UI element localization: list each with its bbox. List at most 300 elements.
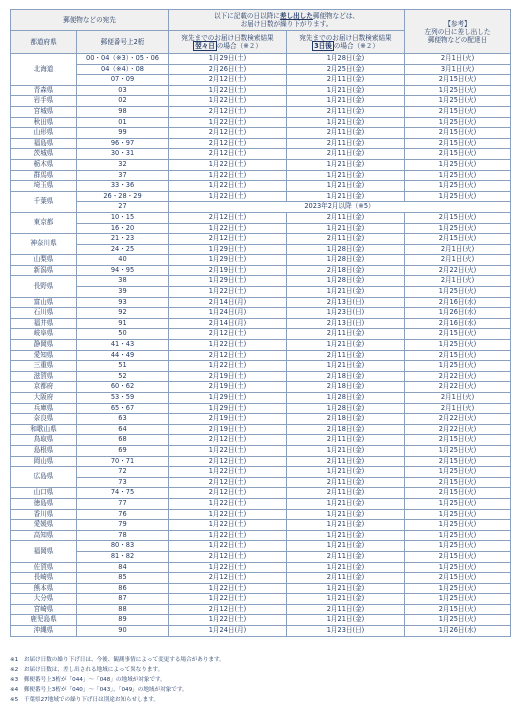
header-mid-line1a: 以下に記載の日以降に bbox=[213, 12, 280, 20]
cell-date-a: 1月22日(土) bbox=[169, 361, 287, 372]
cell-prefecture: 大分県 bbox=[11, 594, 77, 605]
cell-prefecture: 茨城県 bbox=[11, 149, 77, 160]
cell-date-c: 2月1日(火) bbox=[405, 255, 511, 266]
table-row bbox=[11, 106, 511, 117]
cell-date-c: 1月25日(火) bbox=[405, 159, 511, 170]
cell-date-a: 1月22日(土) bbox=[169, 541, 287, 552]
cell-zip: 26・28・29 bbox=[77, 191, 169, 202]
cell-date-b: 1月21日(金) bbox=[287, 159, 405, 170]
cell-zip: 16・20 bbox=[77, 223, 169, 234]
cell-date-c: 1月25日(火) bbox=[405, 287, 511, 298]
table-row bbox=[11, 615, 511, 626]
cell-date-b: 2月11日(金) bbox=[287, 75, 405, 86]
header-col-a-line1: 宛先までのお届け日数検索結果 bbox=[181, 34, 274, 42]
cell-date-b: 1月28日(金) bbox=[287, 244, 405, 255]
cell-zip: 40 bbox=[77, 255, 169, 266]
cell-zip: 53・59 bbox=[77, 393, 169, 404]
cell-date-b: 1月28日(金) bbox=[287, 255, 405, 266]
cell-date-c: 1月25日(火) bbox=[405, 340, 511, 351]
cell-date-b: 1月28日(金) bbox=[287, 54, 405, 65]
cell-date-c: 2月16日(水) bbox=[405, 297, 511, 308]
cell-date-c: 2月15日(火) bbox=[405, 456, 511, 467]
table-row bbox=[11, 371, 511, 382]
cell-zip: 77 bbox=[77, 498, 169, 509]
cell-zip: 93 bbox=[77, 297, 169, 308]
table-row bbox=[11, 498, 511, 509]
cell-zip: 63 bbox=[77, 414, 169, 425]
table-row bbox=[11, 159, 511, 170]
cell-date-a: 2月12日(土) bbox=[169, 149, 287, 160]
cell-date-a: 2月19日(土) bbox=[169, 265, 287, 276]
cell-prefecture: 青森県 bbox=[11, 85, 77, 96]
table-row bbox=[11, 594, 511, 605]
cell-zip: 92 bbox=[77, 308, 169, 319]
cell-date-b: 1月21日(金) bbox=[287, 340, 405, 351]
table-row bbox=[11, 128, 511, 139]
cell-zip: 21・23 bbox=[77, 234, 169, 245]
cell-date-b: 2月11日(金) bbox=[287, 573, 405, 584]
cell-date-a: 1月22日(土) bbox=[169, 467, 287, 478]
cell-date-c: 1月25日(火) bbox=[405, 583, 511, 594]
table-row bbox=[11, 573, 511, 584]
cell-date-a: 1月22日(土) bbox=[169, 498, 287, 509]
cell-date-a: 2月12日(土) bbox=[169, 350, 287, 361]
table-row bbox=[11, 403, 511, 414]
table-row bbox=[11, 96, 511, 107]
cell-date-b: 2月11日(金) bbox=[287, 234, 405, 245]
cell-date-b: 1月21日(金) bbox=[287, 117, 405, 128]
cell-date-b: 1月21日(金) bbox=[287, 181, 405, 192]
cell-zip: 84 bbox=[77, 562, 169, 573]
cell-prefecture: 東京都 bbox=[11, 212, 77, 233]
cell-zip: 30・31 bbox=[77, 149, 169, 160]
cell-date-c: 2月22日(火) bbox=[405, 382, 511, 393]
cell-prefecture: 高知県 bbox=[11, 530, 77, 541]
cell-date-a: 2月19日(土) bbox=[169, 424, 287, 435]
cell-date-a: 1月22日(土) bbox=[169, 530, 287, 541]
cell-date-c: 2月22日(火) bbox=[405, 424, 511, 435]
table-row bbox=[11, 509, 511, 520]
table-row bbox=[11, 445, 511, 456]
cell-prefecture: 山梨県 bbox=[11, 255, 77, 266]
cell-date-c: 2月15日(火) bbox=[405, 75, 511, 86]
cell-zip: 41・43 bbox=[77, 340, 169, 351]
header-ref-line1: 左列の日に差し出した bbox=[424, 27, 491, 36]
cell-date-c: 2月15日(火) bbox=[405, 573, 511, 584]
cell-date-a: 1月22日(土) bbox=[169, 509, 287, 520]
cell-date-a: 2月12日(土) bbox=[169, 551, 287, 562]
cell-date-b: 2月11日(金) bbox=[287, 106, 405, 117]
table-row bbox=[11, 393, 511, 404]
cell-date-a: 2月12日(土) bbox=[169, 604, 287, 615]
cell-prefecture: 福島県 bbox=[11, 138, 77, 149]
cell-prefecture: 富山県 bbox=[11, 297, 77, 308]
cell-date-a: 1月22日(土) bbox=[169, 594, 287, 605]
cell-date-a: 2月12日(土) bbox=[169, 329, 287, 340]
cell-date-b: 1月21日(金) bbox=[287, 467, 405, 478]
cell-zip: 76 bbox=[77, 509, 169, 520]
table-row bbox=[11, 530, 511, 541]
cell-prefecture: 兵庫県 bbox=[11, 403, 77, 414]
table-row bbox=[11, 265, 511, 276]
cell-date-b: 2月11日(金) bbox=[287, 149, 405, 160]
cell-zip: 86 bbox=[77, 583, 169, 594]
footnote: ※4 郵便番号上3桁が「040」〜「043」、「049」の地域が対象です。 bbox=[10, 687, 188, 693]
cell-prefecture: 岐阜県 bbox=[11, 329, 77, 340]
cell-zip: 74・75 bbox=[77, 488, 169, 499]
table-row bbox=[11, 287, 511, 298]
cell-prefecture: 神奈川県 bbox=[11, 234, 77, 255]
cell-zip: 90 bbox=[77, 626, 169, 637]
cell-date-a: 1月22日(土) bbox=[169, 159, 287, 170]
cell-date-b: 2月11日(金) bbox=[287, 329, 405, 340]
cell-prefecture: 宮城県 bbox=[11, 106, 77, 117]
cell-prefecture: 大阪府 bbox=[11, 393, 77, 404]
table-row bbox=[11, 223, 511, 234]
cell-zip: 94・95 bbox=[77, 265, 169, 276]
cell-date-b: 2月11日(金) bbox=[287, 212, 405, 223]
cell-date-a: 1月29日(土) bbox=[169, 393, 287, 404]
cell-date-c: 1月25日(火) bbox=[405, 520, 511, 531]
cell-date-a: 2月12日(土) bbox=[169, 456, 287, 467]
cell-prefecture: 岩手県 bbox=[11, 96, 77, 107]
cell-zip: 50 bbox=[77, 329, 169, 340]
cell-date-b: 1月21日(金) bbox=[287, 85, 405, 96]
cell-prefecture: 群馬県 bbox=[11, 170, 77, 181]
cell-date-a: 2月12日(土) bbox=[169, 106, 287, 117]
cell-zip: 33・36 bbox=[77, 181, 169, 192]
cell-zip: 27 bbox=[77, 202, 169, 213]
cell-date-c: 2月15日(火) bbox=[405, 551, 511, 562]
cell-zip: 70・71 bbox=[77, 456, 169, 467]
cell-date-b: 2月18日(金) bbox=[287, 414, 405, 425]
cell-date-c: 1月25日(火) bbox=[405, 541, 511, 552]
table-row bbox=[11, 551, 511, 562]
cell-prefecture: 秋田県 bbox=[11, 117, 77, 128]
cell-date-b: 2月11日(金) bbox=[287, 477, 405, 488]
table-row bbox=[11, 424, 511, 435]
cell-zip: 89 bbox=[77, 615, 169, 626]
footnote: ※5 千葉県27地域での繰り下げ日は別途お知らせします。 bbox=[10, 697, 159, 703]
cell-date-a: 1月24日(月) bbox=[169, 308, 287, 319]
cell-date-a: 2月12日(土) bbox=[169, 477, 287, 488]
cell-zip: 38 bbox=[77, 276, 169, 287]
header-destination: 郵便物などの宛先 bbox=[11, 10, 169, 31]
cell-date-b: 2月11日(金) bbox=[287, 350, 405, 361]
table-row bbox=[11, 382, 511, 393]
header-mid-line1b: 郵便物などは、 bbox=[312, 12, 360, 20]
cell-span-note: 2023年2月以降（※5） bbox=[169, 202, 511, 213]
cell-date-c: 1月25日(火) bbox=[405, 509, 511, 520]
table-row bbox=[11, 467, 511, 478]
cell-zip: 10・15 bbox=[77, 212, 169, 223]
cell-prefecture: 北海道 bbox=[11, 54, 77, 86]
cell-date-a: 2月26日(土) bbox=[169, 64, 287, 75]
cell-zip: 78 bbox=[77, 530, 169, 541]
header-reference bbox=[405, 10, 511, 54]
header-col-b bbox=[287, 31, 405, 54]
cell-date-c: 2月22日(火) bbox=[405, 265, 511, 276]
cell-zip: 72 bbox=[77, 467, 169, 478]
header-col-a-highlight: 翌々日 bbox=[195, 42, 215, 50]
cell-zip: 68 bbox=[77, 435, 169, 446]
cell-date-c: 1月25日(火) bbox=[405, 96, 511, 107]
cell-zip: 01 bbox=[77, 117, 169, 128]
cell-zip: 07・09 bbox=[77, 75, 169, 86]
table-row bbox=[11, 435, 511, 446]
cell-date-a: 2月12日(土) bbox=[169, 75, 287, 86]
cell-zip: 98 bbox=[77, 106, 169, 117]
cell-date-c: 1月26日(水) bbox=[405, 626, 511, 637]
cell-date-c: 2月15日(火) bbox=[405, 604, 511, 615]
cell-zip: 99 bbox=[77, 128, 169, 139]
delivery-table bbox=[10, 9, 511, 637]
header-mid-line2: お届け日数が繰り下がります。 bbox=[240, 20, 333, 28]
cell-zip: 02 bbox=[77, 96, 169, 107]
table-row bbox=[11, 202, 511, 213]
header-prefecture: 都道府県 bbox=[11, 31, 77, 54]
table-row bbox=[11, 340, 511, 351]
cell-date-c: 2月22日(火) bbox=[405, 414, 511, 425]
cell-date-c: 2月15日(火) bbox=[405, 488, 511, 499]
cell-date-b: 1月21日(金) bbox=[287, 445, 405, 456]
cell-date-c: 2月22日(火) bbox=[405, 371, 511, 382]
table-row bbox=[11, 170, 511, 181]
cell-date-a: 2月19日(土) bbox=[169, 371, 287, 382]
cell-prefecture: 滋賀県 bbox=[11, 371, 77, 382]
cell-prefecture: 熊本県 bbox=[11, 583, 77, 594]
cell-date-b: 1月21日(金) bbox=[287, 615, 405, 626]
cell-date-a: 1月29日(土) bbox=[169, 244, 287, 255]
cell-zip: 52 bbox=[77, 371, 169, 382]
cell-zip: 73 bbox=[77, 477, 169, 488]
cell-zip: 91 bbox=[77, 318, 169, 329]
cell-prefecture: 佐賀県 bbox=[11, 562, 77, 573]
cell-date-c: 2月1日(火) bbox=[405, 276, 511, 287]
table-row bbox=[11, 541, 511, 552]
table-row bbox=[11, 181, 511, 192]
cell-date-c: 1月26日(水) bbox=[405, 308, 511, 319]
cell-zip: 80・83 bbox=[77, 541, 169, 552]
cell-date-a: 1月22日(土) bbox=[169, 223, 287, 234]
cell-prefecture: 新潟県 bbox=[11, 265, 77, 276]
cell-date-c: 1月25日(火) bbox=[405, 117, 511, 128]
table-row bbox=[11, 477, 511, 488]
cell-zip: 64 bbox=[77, 424, 169, 435]
cell-date-a: 2月14日(月) bbox=[169, 318, 287, 329]
cell-prefecture: 徳島県 bbox=[11, 498, 77, 509]
delivery-table-container bbox=[10, 9, 510, 637]
cell-prefecture: 山口県 bbox=[11, 488, 77, 499]
cell-prefecture: 長野県 bbox=[11, 276, 77, 297]
cell-prefecture: 香川県 bbox=[11, 509, 77, 520]
cell-zip: 32 bbox=[77, 159, 169, 170]
cell-date-c: 2月15日(火) bbox=[405, 106, 511, 117]
table-row bbox=[11, 276, 511, 287]
cell-prefecture: 三重県 bbox=[11, 361, 77, 372]
cell-zip: 44・49 bbox=[77, 350, 169, 361]
cell-prefecture: 島根県 bbox=[11, 445, 77, 456]
cell-date-a: 1月22日(土) bbox=[169, 96, 287, 107]
cell-date-a: 2月14日(月) bbox=[169, 297, 287, 308]
cell-date-a: 2月12日(土) bbox=[169, 234, 287, 245]
table-row bbox=[11, 149, 511, 160]
cell-date-c: 3月1日(火) bbox=[405, 64, 511, 75]
cell-date-b: 2月11日(金) bbox=[287, 551, 405, 562]
cell-prefecture: 和歌山県 bbox=[11, 424, 77, 435]
cell-date-b: 1月21日(金) bbox=[287, 520, 405, 531]
table-row bbox=[11, 138, 511, 149]
cell-date-a: 2月19日(土) bbox=[169, 414, 287, 425]
cell-date-c: 2月1日(火) bbox=[405, 244, 511, 255]
table-row bbox=[11, 244, 511, 255]
cell-prefecture: 岡山県 bbox=[11, 456, 77, 467]
cell-date-c: 1月25日(火) bbox=[405, 191, 511, 202]
table-row bbox=[11, 456, 511, 467]
cell-zip: 03 bbox=[77, 85, 169, 96]
table-row bbox=[11, 212, 511, 223]
cell-date-a: 2月12日(土) bbox=[169, 212, 287, 223]
footnote: ※1 お届け日数の繰り下げ日は、今後、観測事情によって変更する場合があります。 bbox=[10, 657, 225, 663]
cell-date-a: 1月22日(土) bbox=[169, 287, 287, 298]
cell-date-b: 1月21日(金) bbox=[287, 170, 405, 181]
cell-prefecture: 鹿児島県 bbox=[11, 615, 77, 626]
cell-zip: 24・25 bbox=[77, 244, 169, 255]
cell-prefecture: 福井県 bbox=[11, 318, 77, 329]
cell-zip: 37 bbox=[77, 170, 169, 181]
cell-zip: 39 bbox=[77, 287, 169, 298]
cell-date-c: 2月15日(火) bbox=[405, 477, 511, 488]
table-row bbox=[11, 520, 511, 531]
footnotes bbox=[10, 655, 510, 705]
footnote: ※3 郵便番号上3桁が「044」〜「048」の地域が対象です。 bbox=[10, 677, 166, 683]
cell-date-b: 1月21日(金) bbox=[287, 541, 405, 552]
table-row bbox=[11, 54, 511, 65]
cell-prefecture: 奈良県 bbox=[11, 414, 77, 425]
cell-date-c: 1月25日(火) bbox=[405, 85, 511, 96]
cell-date-b: 1月28日(金) bbox=[287, 393, 405, 404]
cell-date-a: 1月22日(土) bbox=[169, 85, 287, 96]
cell-date-a: 1月22日(土) bbox=[169, 170, 287, 181]
cell-date-a: 1月22日(土) bbox=[169, 445, 287, 456]
table-row bbox=[11, 414, 511, 425]
cell-zip: 87 bbox=[77, 594, 169, 605]
table-row bbox=[11, 85, 511, 96]
footnote: ※2 お届け日数は、差し出される地域によって異なります。 bbox=[10, 667, 164, 673]
header-col-b-highlight: 3日後 bbox=[314, 42, 332, 50]
table-row bbox=[11, 626, 511, 637]
header-postpone-note bbox=[169, 10, 405, 31]
cell-date-b: 2月25日(金) bbox=[287, 64, 405, 75]
cell-date-a: 2月12日(土) bbox=[169, 573, 287, 584]
cell-date-b: 1月23日(日) bbox=[287, 626, 405, 637]
cell-date-b: 1月21日(金) bbox=[287, 191, 405, 202]
cell-date-a: 2月12日(土) bbox=[169, 488, 287, 499]
cell-date-a: 2月12日(土) bbox=[169, 138, 287, 149]
cell-date-a: 1月24日(月) bbox=[169, 626, 287, 637]
cell-date-a: 1月29日(土) bbox=[169, 276, 287, 287]
cell-date-c: 2月15日(火) bbox=[405, 350, 511, 361]
cell-date-b: 1月21日(金) bbox=[287, 583, 405, 594]
cell-date-c: 1月25日(火) bbox=[405, 361, 511, 372]
cell-date-c: 1月25日(火) bbox=[405, 562, 511, 573]
table-row bbox=[11, 604, 511, 615]
cell-date-c: 2月15日(火) bbox=[405, 329, 511, 340]
cell-date-b: 2月18日(金) bbox=[287, 371, 405, 382]
cell-zip: 65・67 bbox=[77, 403, 169, 414]
cell-zip: 60・62 bbox=[77, 382, 169, 393]
cell-prefecture: 鳥取県 bbox=[11, 435, 77, 446]
table-row bbox=[11, 255, 511, 266]
table-row bbox=[11, 75, 511, 86]
cell-date-b: 2月11日(金) bbox=[287, 456, 405, 467]
cell-date-b: 2月11日(金) bbox=[287, 128, 405, 139]
cell-date-b: 2月11日(金) bbox=[287, 488, 405, 499]
header-zip: 郵便番号上2桁 bbox=[77, 31, 169, 54]
table-row bbox=[11, 318, 511, 329]
cell-date-b: 2月18日(金) bbox=[287, 382, 405, 393]
table-row bbox=[11, 234, 511, 245]
cell-date-a: 2月19日(土) bbox=[169, 382, 287, 393]
header-col-b-line2: の場合（※２） bbox=[333, 42, 379, 50]
cell-date-a: 1月22日(土) bbox=[169, 562, 287, 573]
cell-date-a: 1月22日(土) bbox=[169, 181, 287, 192]
cell-date-a: 1月22日(土) bbox=[169, 340, 287, 351]
cell-date-b: 1月21日(金) bbox=[287, 498, 405, 509]
cell-date-a: 1月29日(土) bbox=[169, 54, 287, 65]
header-col-a-line2: の場合（※２） bbox=[216, 42, 262, 50]
cell-date-b: 1月21日(金) bbox=[287, 594, 405, 605]
cell-prefecture: 京都府 bbox=[11, 382, 77, 393]
table-body bbox=[11, 54, 511, 637]
cell-date-b: 2月18日(金) bbox=[287, 424, 405, 435]
header-ref-line2: 郵便物などの配達日 bbox=[427, 35, 488, 44]
cell-date-b: 2月11日(金) bbox=[287, 435, 405, 446]
cell-prefecture: 沖縄県 bbox=[11, 626, 77, 637]
cell-zip: 81・82 bbox=[77, 551, 169, 562]
cell-date-b: 1月21日(金) bbox=[287, 96, 405, 107]
cell-date-b: 1月21日(金) bbox=[287, 509, 405, 520]
cell-date-c: 1月25日(火) bbox=[405, 181, 511, 192]
table-row bbox=[11, 361, 511, 372]
table-row bbox=[11, 350, 511, 361]
cell-date-c: 2月15日(火) bbox=[405, 435, 511, 446]
cell-prefecture: 長崎県 bbox=[11, 573, 77, 584]
cell-prefecture: 福岡県 bbox=[11, 541, 77, 562]
table-row bbox=[11, 64, 511, 75]
cell-date-b: 1月28日(金) bbox=[287, 403, 405, 414]
cell-date-b: 1月21日(金) bbox=[287, 361, 405, 372]
header-col-b-line1: 宛先までのお届け日数検索結果 bbox=[299, 34, 392, 42]
cell-zip: 88 bbox=[77, 604, 169, 615]
header-col-a bbox=[169, 31, 287, 54]
cell-prefecture: 愛媛県 bbox=[11, 520, 77, 531]
table-row bbox=[11, 191, 511, 202]
cell-zip: 69 bbox=[77, 445, 169, 456]
cell-date-a: 1月22日(土) bbox=[169, 520, 287, 531]
cell-prefecture: 宮崎県 bbox=[11, 604, 77, 615]
cell-date-b: 1月21日(金) bbox=[287, 562, 405, 573]
cell-zip: 96・97 bbox=[77, 138, 169, 149]
cell-date-b: 1月21日(金) bbox=[287, 287, 405, 298]
cell-date-a: 2月12日(土) bbox=[169, 128, 287, 139]
table-row bbox=[11, 583, 511, 594]
cell-date-c: 2月1日(火) bbox=[405, 393, 511, 404]
cell-date-c: 2月15日(火) bbox=[405, 234, 511, 245]
cell-prefecture: 石川県 bbox=[11, 308, 77, 319]
cell-zip: 79 bbox=[77, 520, 169, 531]
cell-date-a: 2月12日(土) bbox=[169, 435, 287, 446]
